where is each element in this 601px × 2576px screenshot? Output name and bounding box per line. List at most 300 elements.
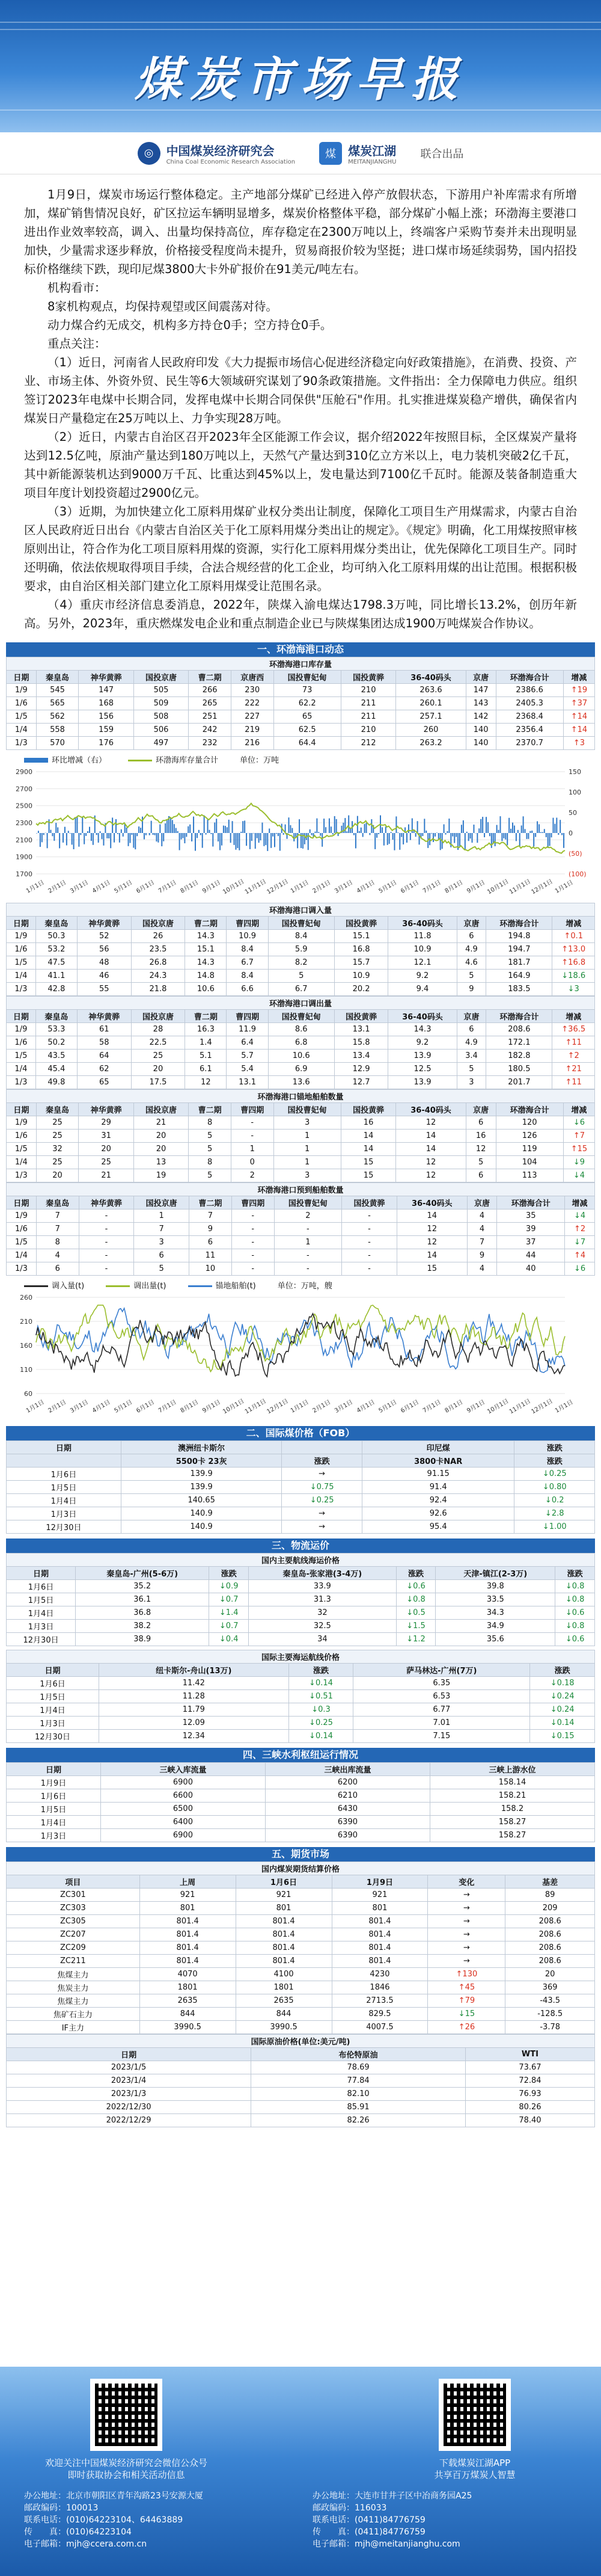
column-header: 国投京唐 [133,671,188,684]
column-header: 日期 [7,1567,76,1580]
column-header: 1月9日 [332,1875,428,1889]
table-cell: 7.15 [353,1730,530,1743]
change-bar [161,833,162,846]
change-bar [36,833,37,834]
table-cell: 8.2 [268,956,334,970]
table-cell: 506 [133,724,188,737]
table-row [7,2008,595,2021]
table-cell: 3 [273,1116,341,1130]
table-cell: 1/4 [7,970,36,983]
table-caption-row [7,1554,595,1567]
change-bar [542,832,543,833]
table-cell: 12 [397,1223,467,1236]
table-cell: ↑14 [563,710,594,724]
change-bar [561,833,563,835]
table-cell: 119 [496,1143,563,1156]
table-cell: 22.5 [131,1036,185,1050]
table-row [7,697,595,710]
table-cell: 139.9 [121,1481,281,1494]
out-table [6,996,595,1089]
table-cell: ↑2 [565,1223,595,1236]
table-cell: 6 [457,1023,486,1036]
table-cell: 6390 [265,1816,430,1829]
table-cell: 34 [249,1633,397,1646]
table-cell: 4 [467,1210,497,1223]
table-cell: 14 [341,1130,395,1143]
change-bar [535,833,536,837]
change-bar [499,816,501,833]
table-cell: → [428,1902,505,1915]
table-cell: 11.8 [388,930,457,943]
change-bar [329,819,330,833]
change-bar [293,833,294,841]
change-bar [556,818,557,833]
table-cell: 1月6日 [7,1789,101,1803]
table-cell: 1月4日 [7,1816,101,1829]
change-bar [166,820,168,833]
y-tick: 110 [20,1366,32,1374]
table-cell: 829.5 [332,2008,428,2021]
table-cell: 265 [189,697,231,710]
change-bar [119,833,120,843]
section-title-futures: 五、期货市场 [6,1847,595,1861]
change-bar [112,817,113,833]
table-cell: ↓6 [563,1116,594,1130]
change-bar [463,820,464,833]
column-header: 36-40码头 [396,1103,466,1116]
table-row [7,970,595,983]
intl-freight-table [6,1650,595,1743]
y-tick-right: 150 [569,768,581,776]
table-row [7,1130,595,1143]
change-bar [265,833,266,845]
change-bar [78,833,79,847]
table-cell: 5 [189,1130,231,1143]
column-header: 京唐西 [231,671,273,684]
table-cell: 11.42 [99,1677,288,1690]
change-bar [408,825,409,833]
table-cell: ↓0.14 [530,1717,595,1730]
change-bar [378,833,379,834]
table-cell: 5.1 [185,1050,227,1063]
table-row [7,1580,595,1593]
table-cell: 20.2 [334,983,388,996]
change-bar [89,827,90,833]
table-cell: 6430 [265,1803,430,1816]
change-bar [528,833,529,839]
table-cell: ↑19 [563,684,594,697]
footer [0,2367,601,2576]
table-cell: 6.6 [227,983,268,996]
table-cell: 562 [36,710,79,724]
change-bar [55,823,56,833]
change-bar [417,821,418,833]
change-bar [260,833,261,840]
table-cell: 211 [341,710,395,724]
change-bar [456,833,457,837]
table-cell: 92.4 [362,1494,514,1507]
change-bar [480,819,481,833]
table-cell: 140.65 [121,1494,281,1507]
header-banner [0,0,601,132]
left-caption: 欢迎关注中国煤炭经济研究会微信公众号 即时获取协会和相关活动信息 [44,2458,207,2480]
table-cell: 15 [341,1156,395,1169]
change-bar [274,833,275,847]
table-cell: 1月5日 [7,1803,101,1816]
x-tick: 1月1日 [289,1398,310,1415]
chart1-legend [6,752,595,766]
table-cell: → [428,1915,505,1928]
table-cell: 6 [189,1236,232,1249]
chart2-unit: 单位：万吨，艘 [277,1281,332,1291]
oil-table [6,2034,595,2127]
table-cell: 32 [249,1606,397,1620]
change-bar [80,833,81,835]
table-cell: 47.5 [35,956,77,970]
change-bar [188,826,189,833]
table-caption: 环渤海港口预到船舶数量 [7,1183,595,1196]
column-header: 秦皇岛 [36,1103,79,1116]
table-cell: 13.1 [227,1076,268,1089]
table-cell: 焦煤主力 [7,1994,140,2008]
table-cell: 2405.3 [496,697,563,710]
table-cell: 7 [467,1236,497,1249]
column-header: 曹四期 [227,917,268,930]
table-row [7,1236,595,1249]
change-bar [197,833,198,838]
column-header: 日期 [7,1196,37,1210]
y-tick-left: 2300 [16,819,32,827]
column-header: 国投曹妃甸 [268,917,334,930]
change-bar [385,826,386,833]
table-row [7,1076,595,1089]
change-bar [114,833,115,843]
table-cell: ↓9 [563,1156,594,1169]
column-header: 变化 [428,1875,505,1889]
change-bar [108,833,109,838]
column-header: 曹二期 [189,1196,232,1210]
table-cell: 14 [396,1143,466,1156]
change-bar [336,819,337,833]
table-cell: ↓0.14 [288,1730,353,1743]
change-bar [128,833,129,846]
table-cell: 6390 [265,1829,430,1842]
table-caption: 环渤海港口锚地船舶数量 [7,1090,595,1103]
table-cell: 13.4 [334,1050,388,1063]
table-cell: 216 [231,737,273,750]
x-tick: 10月1日 [486,1398,510,1416]
change-bar [366,823,367,833]
change-bar [144,833,145,840]
change-bar [240,832,242,833]
summary-p7: （2）近日，内蒙古自治区召开2023年全区能源工作会议，据介绍2022年按照目标，全区煤炭产量将达到12.5亿吨，原油产量达到180万吨以上，天然气产量达到310亿立方米以上，电力装机突破2亿千瓦，其中新能源装机达到9000万千瓦、比重达到45%以上，发电量达到7100亿千瓦时。能源及装备制造重大项目年度计划投资超过2900亿元。 [24,430,577,500]
table-cell: 64.4 [273,737,341,750]
change-bar [72,833,73,844]
change-bar [501,833,502,841]
table-cell: 6.4 [227,1036,268,1050]
column-header: 环渤海合计 [486,1010,552,1023]
x-tick: 12月1日 [266,1398,290,1416]
table-cell: ↓3 [552,983,595,996]
table-cell: 801.4 [236,1915,332,1928]
column-header: 神华黄骅 [79,1196,134,1210]
table-cell: 9 [467,1249,497,1262]
table-cell: 5 [457,970,486,983]
table-cell: 13.9 [388,1050,457,1063]
table-cell: 142 [466,710,496,724]
x-tick: 1月1日 [25,1398,46,1415]
change-bar [43,833,44,835]
table-cell: 4070 [139,1968,236,1981]
column-header: 天津-镇江(2-3万) [436,1567,555,1580]
change-bar [228,820,230,833]
change-bar [198,830,200,833]
meitanjianghu-logo [319,141,396,165]
table-cell: ZC305 [7,1915,140,1928]
column-header: 曹二期 [189,1103,231,1116]
change-bar [290,825,291,833]
table-cell: 164.9 [486,970,552,983]
table-cell: 2386.6 [496,684,563,697]
table-row [7,1690,595,1703]
change-bar [189,825,191,833]
change-bar [431,833,432,834]
table-cell: ↓4 [563,1169,594,1182]
table-cell: - [231,1210,274,1223]
table-cell: 6.53 [353,1690,530,1703]
table-cell: ↑130 [428,1968,505,1981]
joint-label: 联合出品 [420,147,464,161]
table-cell: 2023/1/5 [7,2061,251,2074]
table-cell: 16 [341,1116,395,1130]
table-cell: 39 [497,1223,565,1236]
table-cell: 3990.5 [236,2021,332,2034]
change-bar [521,825,522,833]
column-subheader: 5500卡 23灰 [121,1454,281,1468]
change-bar [491,833,492,848]
table-cell: 10 [189,1262,232,1276]
change-bar [133,833,134,848]
table-row [7,1481,595,1494]
change-bar [278,833,279,836]
table-row [7,1023,595,1036]
change-bar [424,819,425,833]
change-bar [560,820,561,833]
change-bar [489,833,490,836]
table-cell: - [79,1236,134,1249]
table-cell: 1 [134,1210,189,1223]
table-row [7,1928,595,1941]
column-header: 京唐 [466,671,496,684]
change-bar [140,828,141,833]
table-cell: 32 [36,1143,79,1156]
change-bar [68,831,69,833]
change-bar [38,831,39,833]
x-tick: 5月1日 [377,1398,398,1415]
table-cell: 16.8 [334,943,388,956]
dom-freight-table [6,1553,595,1646]
table-cell: ↓0.6 [555,1633,595,1646]
change-bar [470,833,471,838]
table-cell: 15 [397,1262,467,1276]
x-tick: 7月1日 [157,1398,178,1415]
change-bar [186,833,187,837]
chart1-svg [6,766,595,897]
x-tick: 2月1日 [311,1398,332,1415]
table-cell: - [231,1116,273,1130]
table-cell: 801.4 [332,1941,428,1955]
change-bar [126,828,127,833]
column-header: 环渤海合计 [496,1103,563,1116]
table-cell: ↓1.00 [514,1520,595,1534]
x-tick: 7月1日 [421,1398,442,1415]
column-header: 涨跌 [209,1567,249,1580]
table-cell: 25 [79,1156,133,1169]
table-cell: 147 [466,684,496,697]
table-cell: 194.8 [486,930,552,943]
table-cell: 4.9 [457,943,486,956]
change-bar [397,832,398,833]
x-tick: 10月1日 [222,1398,246,1416]
table-cell: 14 [341,1143,395,1156]
table-cell: 158.21 [430,1789,594,1803]
table-cell: 5 [189,1143,231,1156]
column-header: 神华黄骅 [79,671,133,684]
change-bar [383,833,385,846]
x-tick: 11月1日 [243,1398,268,1416]
table-cell: 20 [133,1143,188,1156]
x-tick: 7月1日 [157,879,178,895]
table-cell: 64 [77,1050,131,1063]
change-bar [267,833,268,851]
change-bar [448,819,450,833]
change-bar [209,830,210,833]
table-cell: 219 [231,724,273,737]
change-bar [66,833,67,846]
table-cell: 4 [467,1262,497,1276]
column-header: 日期 [7,671,37,684]
table-cell: 2368.4 [496,710,563,724]
x-tick: 6月1日 [400,1398,421,1415]
table-cell: 263.6 [396,684,466,697]
x-tick: 3月1日 [69,1398,90,1415]
table-subheader-row [7,1454,595,1468]
table-cell: 36.8 [76,1606,209,1620]
x-tick: 5月1日 [377,879,398,895]
table-cell: 1月4日 [7,1703,99,1717]
table-cell: 1/6 [7,1130,37,1143]
ship-table [6,1089,595,1182]
change-bar [364,824,365,833]
change-bar [454,833,455,843]
change-bar [40,833,41,847]
column-header: 秦皇岛 [36,1196,79,1210]
table-cell: 38.9 [76,1633,209,1646]
change-bar [551,833,552,837]
column-header: 京唐 [466,1103,496,1116]
table-cell: 1/9 [7,684,37,697]
table-cell: 801 [139,1902,236,1915]
table-row [7,1955,595,1968]
table-row [7,2074,595,2088]
table-cell: 801.4 [139,1955,236,1968]
plan-table [6,1182,595,1276]
table-cell: - [274,1262,342,1276]
table-cell: 6400 [100,1816,265,1829]
table-cell: 7 [36,1223,79,1236]
column-header: 日期 [7,1103,37,1116]
table-row [7,943,595,956]
table-cell: - [231,1223,274,1236]
chart2-legend [6,1278,595,1291]
table-cell: ↓2.8 [514,1507,595,1520]
change-bar [325,827,326,833]
table-cell: ZC207 [7,1928,140,1941]
change-bar [392,833,394,840]
table-row [7,2088,595,2101]
table-cell: 2713.5 [332,1994,428,2008]
table-cell: - [342,1249,397,1262]
change-bar [436,832,438,833]
table-cell: 14.3 [185,956,227,970]
x-tick: 1月1日 [554,879,575,895]
change-bar [100,831,101,833]
change-bar [91,833,92,841]
change-bar [73,833,75,849]
table-cell: 181.7 [486,956,552,970]
in-table [6,903,595,996]
table-cell: 12 [466,1143,496,1156]
change-bar [473,825,474,833]
column-header: 神华黄骅 [77,917,131,930]
table-header-row [7,1103,595,1116]
mj-name: 煤炭江湖 [348,143,397,158]
table-cell: 14.3 [388,1023,457,1036]
table-cell: 25 [36,1130,79,1143]
x-tick: 9月1日 [466,879,487,895]
change-bar [391,832,392,833]
table-caption-row [7,1183,595,1196]
x-tick: 4月1日 [355,879,376,895]
table-cell: 140.9 [121,1507,281,1520]
table-cell: 1/9 [7,1023,36,1036]
table-cell: 143 [466,697,496,710]
table-cell: ↓0.4 [209,1633,249,1646]
table-cell: 1月3日 [7,1717,99,1730]
table-cell: 15.1 [334,930,388,943]
x-tick: 3月1日 [334,1398,355,1415]
table-cell: → [428,1928,505,1941]
table-cell: - [231,1262,274,1276]
table-cell: 3990.5 [139,2021,236,2034]
change-bar [103,833,104,846]
table-row [7,737,595,750]
table-cell: 260.1 [396,697,466,710]
x-tick: 8月1日 [179,879,200,895]
change-bar [179,833,180,850]
change-bar [433,833,434,842]
table-cell: - [274,1223,342,1236]
table-cell: 6.8 [268,1036,334,1050]
change-bar [444,825,445,833]
y-tick-right: (100) [569,870,587,878]
table-cell: 5 [189,1169,231,1182]
change-bar [525,829,526,833]
table-cell: 56 [77,943,131,956]
table-cell: 50.3 [35,930,77,943]
section-title-three-gorges: 四、三峡水利枢纽运行情况 [6,1748,595,1762]
table-cell: 801 [236,1902,332,1915]
